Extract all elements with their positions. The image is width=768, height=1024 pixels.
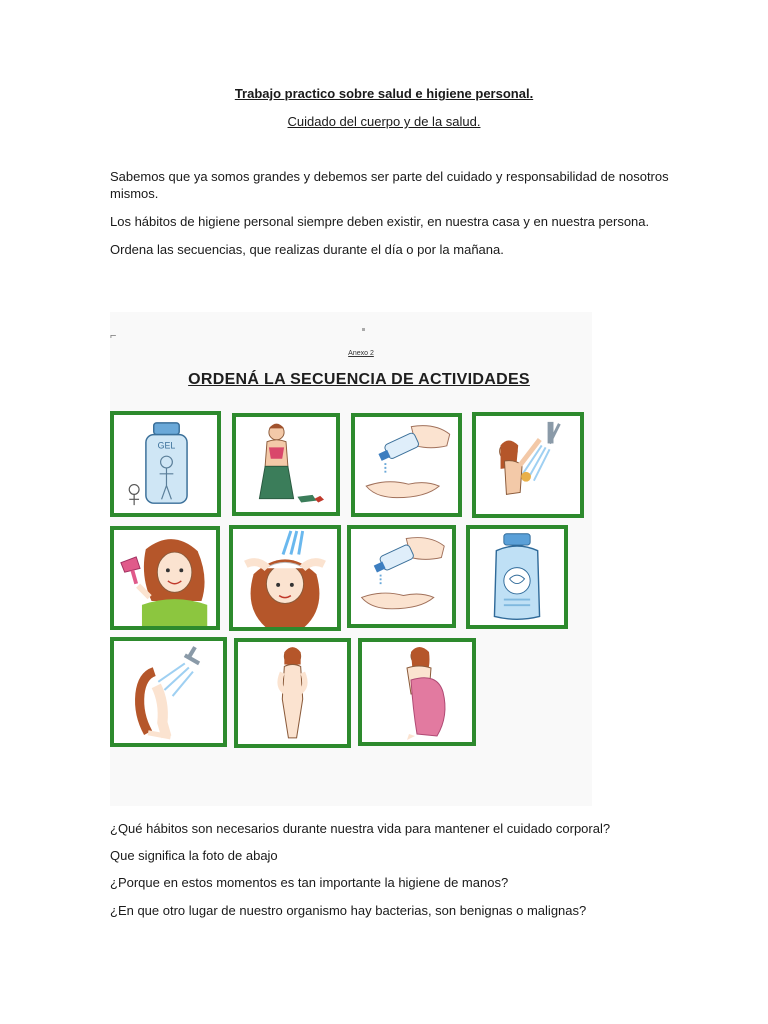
gel-bottle-icon [114, 415, 217, 513]
hand-pouring-shampoo-icon [351, 529, 452, 624]
card-rinsing-shower [110, 637, 227, 747]
question-1: ¿Qué hábitos son necesarios durante nuestra vida para mantener el cuidado corporal? [110, 821, 611, 836]
card-standing-person [234, 638, 351, 748]
question-2: Que significa la foto de abajo [110, 848, 278, 863]
worksheet-heading: ORDENÁ LA SECUENCIA DE ACTIVIDADES [188, 371, 530, 388]
scan-dot [362, 328, 365, 331]
intro-paragraph-2: Los hábitos de higiene personal siempre deben existir, en nuestra casa y en nuestra persona. [110, 214, 650, 229]
card-hand-pouring-gel [351, 413, 462, 517]
scan-mark: ⌐ [110, 330, 117, 342]
document-title: Trabajo practico sobre salud e higiene personal. [234, 86, 534, 101]
worksheet-image [110, 312, 592, 806]
card-person-showering [472, 412, 584, 518]
card-hand-pouring-shampoo [347, 525, 456, 628]
card-shampoo-bottle [466, 525, 568, 629]
shampoo-bottle-icon [470, 529, 564, 625]
card-girl-hair-dryer [110, 526, 220, 630]
card-person-with-towel [358, 638, 476, 746]
annex-label: Anexo 2 [348, 350, 374, 357]
question-4: ¿En que otro lugar de nuestro organismo hay bacterias, son benignas o malignas? [110, 903, 587, 918]
document-subtitle: Cuidado del cuerpo y de la salud. [287, 114, 481, 129]
rinsing-under-shower-icon [114, 641, 223, 743]
question-3: ¿Porque en estos momentos es tan importante la higiene de manos? [110, 875, 509, 890]
hand-pouring-gel-icon [355, 417, 458, 513]
person-undressing-icon [236, 417, 336, 512]
girl-hair-dryer-icon [114, 530, 216, 626]
person-showering-icon [476, 416, 580, 514]
intro-paragraph-1: Sabemos que ya somos grandes y debemos ser parte del cuidado y responsabilidad de nosotros mismos. [110, 169, 669, 201]
card-washing-hair [229, 525, 341, 631]
card-gel-bottle [110, 411, 221, 517]
person-with-towel-icon [362, 642, 472, 742]
intro-paragraph-3: Ordena las secuencias, que realizas durante el día o por la mañana. [110, 242, 504, 257]
washing-hair-icon [233, 529, 337, 627]
standing-person-icon [238, 642, 347, 744]
gel-bottle-label: GEL [157, 440, 176, 451]
card-person-undressing [232, 413, 340, 516]
